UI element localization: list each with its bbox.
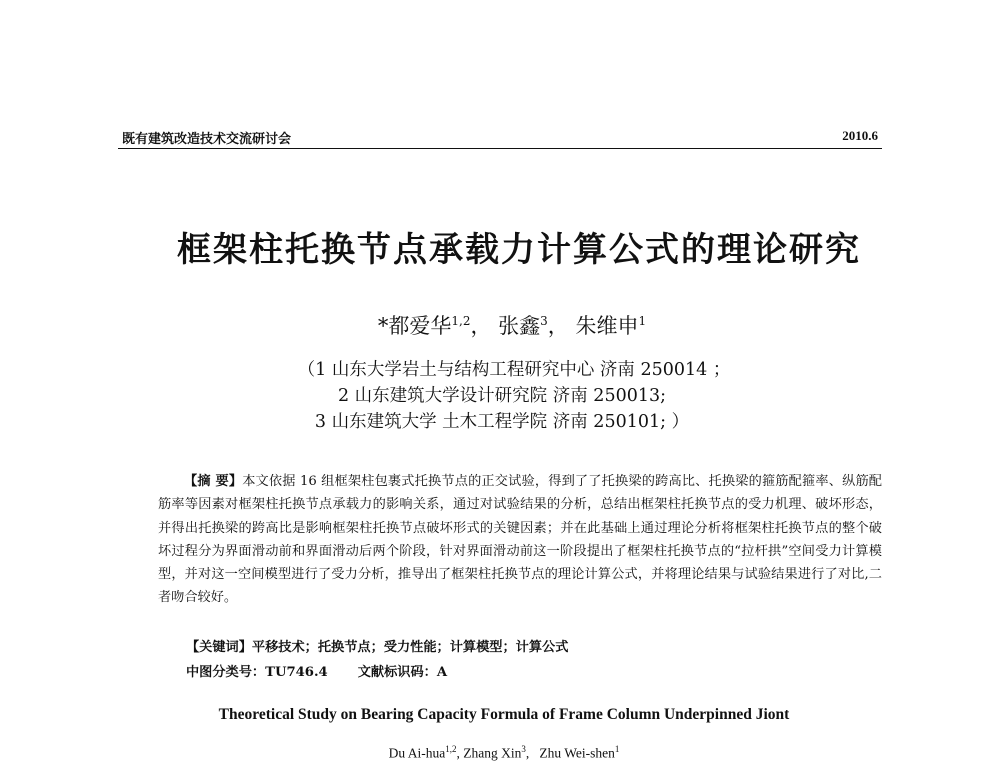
affiliation-2: 2 山东建筑大学设计研究院 济南 250013;	[337, 386, 667, 406]
author-name: 都爱华	[388, 314, 452, 338]
english-author-mark: 3	[521, 744, 526, 754]
english-author-name: Zhang Xin	[463, 745, 522, 761]
author-affiliation-mark: 1,2	[451, 314, 471, 328]
author-affiliation-mark: 3	[540, 314, 548, 328]
classification-line	[186, 661, 447, 680]
paper-title: 框架柱托换节点承载力计算公式的理论研究	[177, 230, 861, 270]
affiliation-1: （1 山东大学岩土与结构工程研究中心 济南 250014 ；	[297, 360, 731, 380]
english-author-mark: 1,2	[445, 744, 457, 754]
author-affiliation-mark: 1	[638, 314, 647, 328]
english-author-separator: ,	[456, 745, 464, 761]
english-author-mark: 1	[614, 744, 620, 754]
english-author-list	[0, 744, 1000, 762]
english-author-name: Du Ai-hua	[388, 745, 446, 761]
author-name: 朱维申	[575, 314, 639, 338]
author-prefix: *	[377, 314, 389, 338]
header-rule	[118, 148, 882, 149]
english-title: Theoretical Study on Bearing Capacity Formula of Frame Column Underpinned Jiont	[218, 706, 790, 723]
document-code: 文献标识码：A	[357, 665, 448, 680]
abstract-text: 本文依据 16 组框架柱包裹式托换节点的正交试验，得到了了托换梁的跨高比、托换梁的箍筋配箍率、纵筋配筋率等因素对框架柱托换节点承载力的影响关系，通过对试验结果的分析，总结出框架柱托换节点的受力机理、破坏形态，并得出托换梁的跨高比是影响框架柱托换节点破坏形式的关键因素；并在此基础上通过理论分析将框架柱托换节点的整个破坏过程分为界面滑动前和界面滑动后两个阶段，针对界面滑动前这一阶段提出了框架柱托换节点的“拉杆拱”空间受力计算模型，并对这一空间模型进行了受力分析，推导出了框架柱托换节点的理论计算公式，并将理论结果与试验结果进行了对比,二者吻合较好。	[158, 474, 882, 606]
conference-name: 既有建筑改造技术交流研讨会	[122, 132, 292, 147]
abstract-label: 【摘 要】	[184, 474, 243, 489]
english-author-separator: ,	[525, 745, 540, 761]
abstract	[158, 470, 882, 610]
author-list	[0, 310, 1000, 340]
author-separator: ，	[470, 314, 492, 338]
author-name: 张鑫	[498, 314, 541, 338]
classification-number: 中图分类号：TU746.4	[186, 665, 328, 680]
author-separator: ，	[547, 314, 569, 338]
english-author-name: Zhu Wei-shen	[539, 745, 615, 761]
publication-date: 2010.6	[842, 128, 878, 143]
keywords: 【关键词】平移技术；托换节点；受力性能；计算模型；计算公式	[186, 640, 569, 655]
affiliation-3: 3 山东建筑大学 土木工程学院 济南 250101; ）	[314, 412, 690, 432]
